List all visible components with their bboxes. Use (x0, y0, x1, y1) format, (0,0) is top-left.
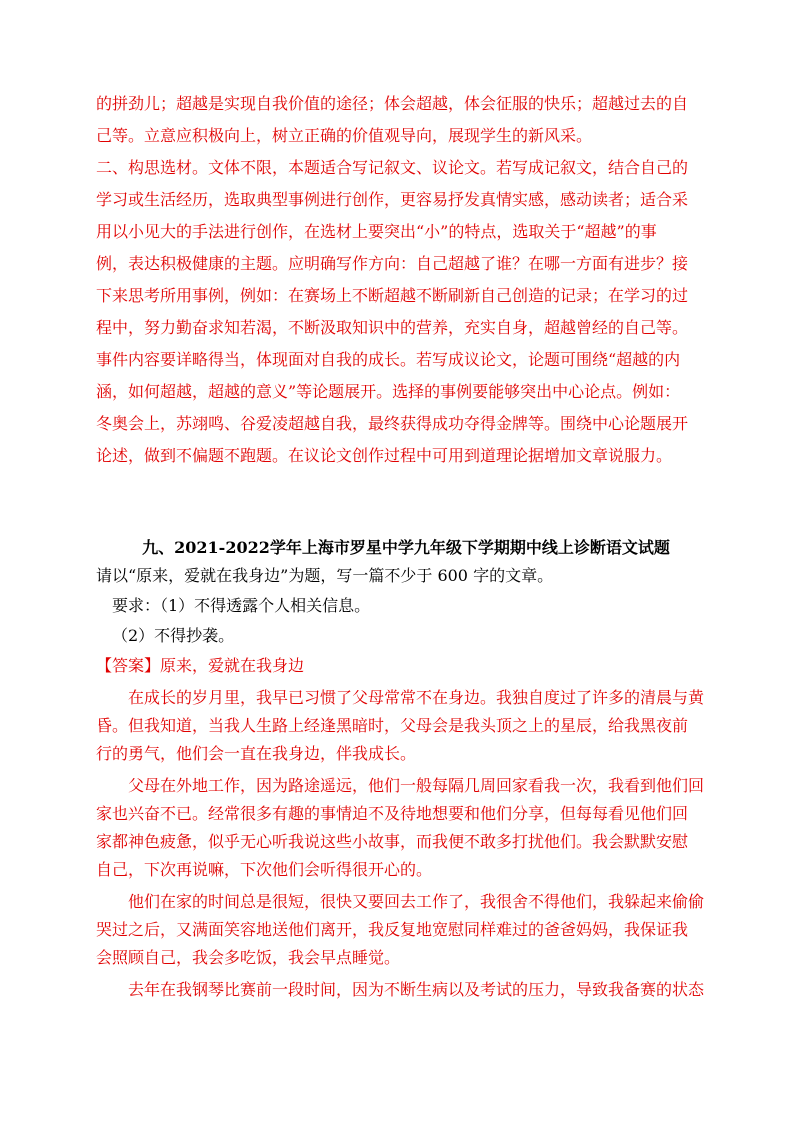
question-title: 九、2021-2022学年上海市罗星中学九年级下学期期中线上诊断语文试题 (142, 538, 670, 557)
essay-line-5: 家也兴奋不已。经常很多有趣的事情迫不及待地想要和他们分享，但每每看见他们回 (96, 804, 689, 823)
essay-line-8: 他们在家的时间总是很短，很快又要回去工作了，我很舍不得他们，我躲起来偷偷 (128, 892, 705, 911)
question-requirement-2: （2）不得抄袭。 (112, 626, 235, 645)
question-requirement-1: 要求：（1）不得透露个人相关信息。 (112, 596, 371, 615)
analysis-line-5: 用以小见大的手法进行创作，在选材上要突出“小”的特点，选取关于“超越”的事 (96, 222, 657, 241)
essay-line-6: 家都神色疲惫，似乎无心听我说这些小故事，而我便不敢多打扰他们。我会默默安慰 (96, 832, 689, 851)
analysis-line-12: 论述，做到不偏题不跑题。在议论文创作过程中可用到道理论据增加文章说服力。 (96, 446, 673, 465)
answer-heading (96, 656, 716, 676)
essay-line-11: 去年在我钢琴比赛前一段时间，因为不断生病以及考试的压力，导致我备赛的状态 (128, 980, 705, 999)
essay-line-9: 哭过之后，又满面笑容地送他们离开，我反复地宽慰同样难过的爸爸妈妈，我保证我 (96, 920, 689, 939)
analysis-line-10: 涵，如何超越，超越的意义”等论题展开。选择的事例要能够突出中心论点。例如： (96, 382, 681, 401)
question-prompt: 请以“原来，爱就在我身边”为题，写一篇不少于 600 字的文章。 (96, 566, 554, 585)
analysis-line-7: 下来思考所用事例，例如：在赛场上不断超越不断刷新自己创造的记录；在学习的过 (96, 286, 689, 305)
answer-label: 【答案】 (96, 656, 161, 675)
analysis-line-8: 程中，努力勤奋求知若渴，不断汲取知识中的营养，充实自身，超越曾经的自己等。 (96, 318, 689, 337)
analysis-line-2: 己等。立意应积极向上，树立正确的价值观导向，展现学生的新风采。 (96, 126, 593, 145)
essay-line-3: 行的勇气，他们会一直在我身边，伴我成长。 (96, 744, 417, 763)
essay-line-7: 自己，下次再说嘛，下次他们会听得很开心的。 (96, 860, 433, 879)
analysis-line-3: 二、构思选材。文体不限，本题适合写记叙文、议论文。若写成记叙文，结合自己的 (96, 158, 689, 177)
analysis-line-1: 的拼劲儿；超越是实现自我价值的途径；体会超越，体会征服的快乐；超越过去的自 (96, 94, 689, 113)
essay-line-4: 父母在外地工作，因为路途遥远，他们一般每隔几周回家看我一次，我看到他们回 (128, 776, 705, 795)
analysis-line-9: 事件内容要详略得当，体现面对自我的成长。若写成议论文，论题可围绕“超越的内 (96, 350, 681, 369)
analysis-line-6: 例，表达积极健康的主题。应明确写作方向：自己超越了谁？在哪一方面有进步？接 (96, 254, 689, 273)
analysis-line-11: 冬奥会上，苏翊鸣、谷爱凌超越自我，最终获得成功夺得金牌等。围绕中心论题展开 (96, 414, 689, 433)
essay-line-10: 会照顾自己，我会多吃饭，我会早点睡觉。 (96, 948, 401, 967)
analysis-line-4: 学习或生活经历，选取典型事例进行创作，更容易抒发真情实感，感动读者；适合采 (96, 190, 689, 209)
essay-line-1: 在成长的岁月里，我早已习惯了父母常常不在身边。我独自度过了许多的清晨与黄 (128, 688, 705, 707)
essay-line-2: 昏。但我知道，当我人生路上经逢黑暗时，父母会是我头顶之上的星辰，给我黑夜前 (96, 716, 689, 735)
essay-title: 原来，爱就在我身边 (160, 656, 305, 675)
